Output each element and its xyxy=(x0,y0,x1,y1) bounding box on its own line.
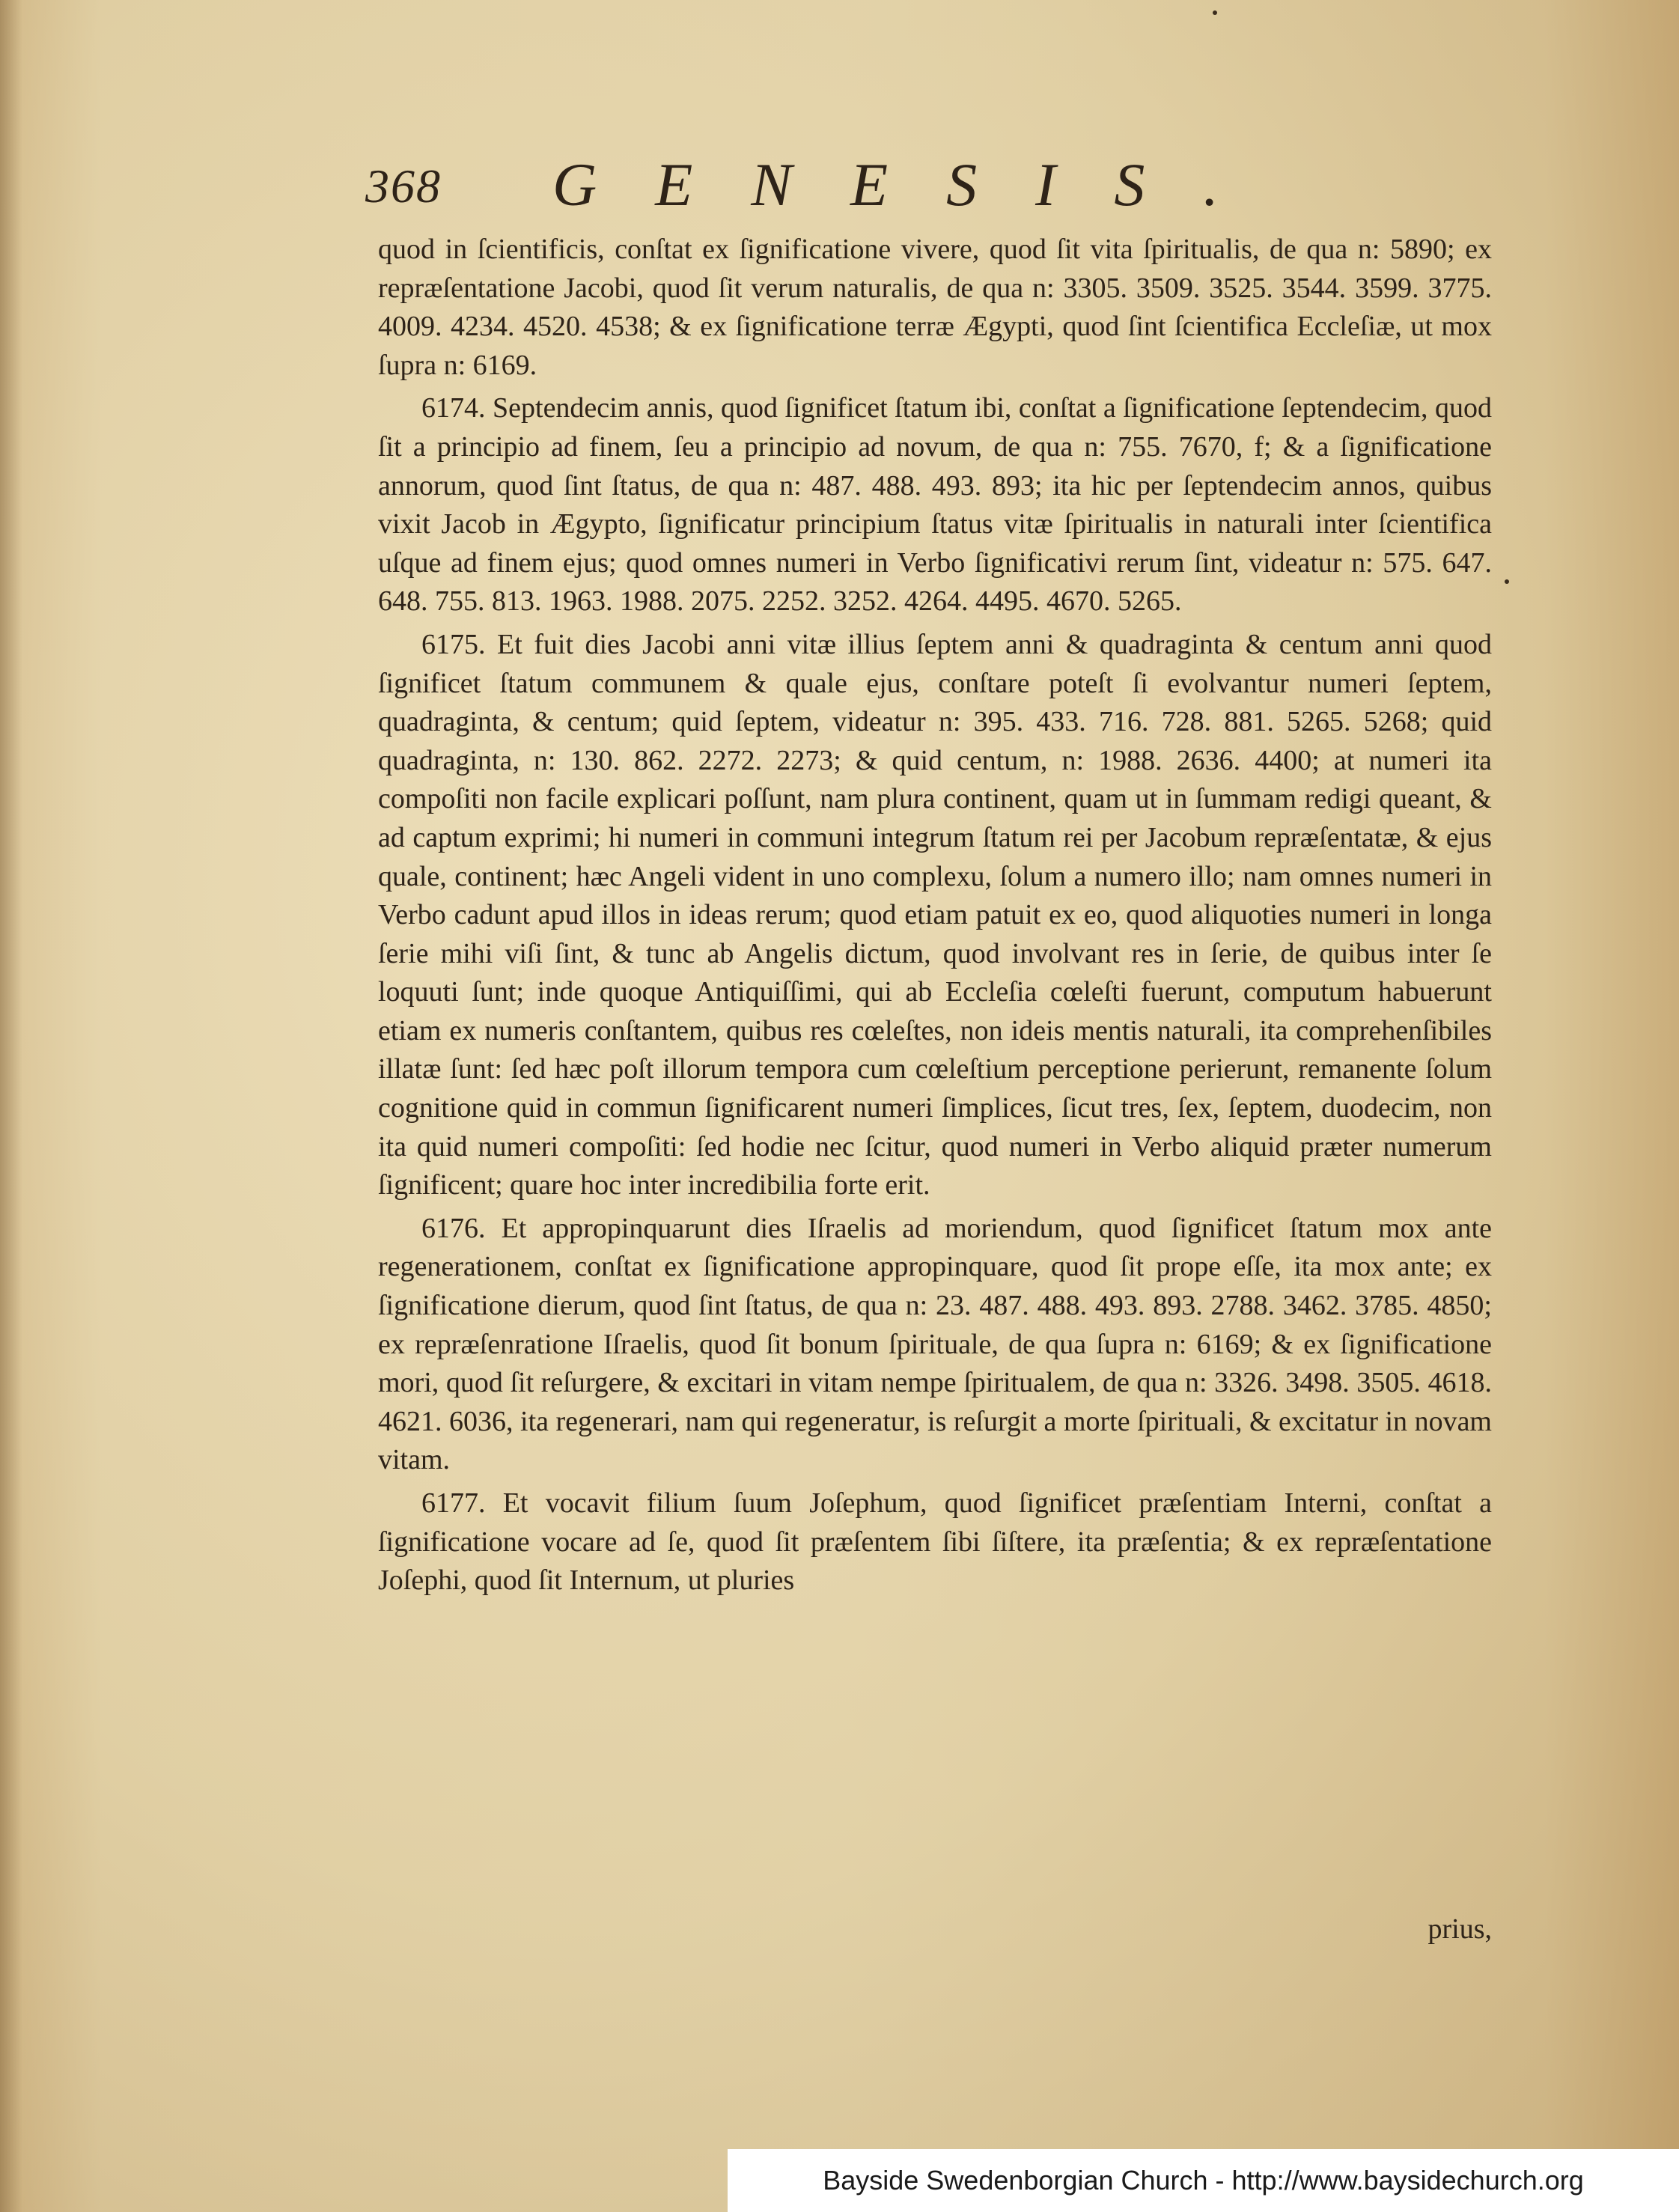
page-gutter-shadow xyxy=(0,0,22,2212)
paragraph-6175: 6175. Et fuit dies Jacobi anni vitæ illius ſeptem anni & quadraginta & centum anni quod ſignificet ſtatum communem & quale ejus, conſtare poteſt ſi evolvantur numeri ſeptem, quadraginta, & centum; quid ſeptem, videatur n: 395. 433. 716. 728. 881. 5265. 5268; quid quadraginta, n: 130. 862. 2272. 2273; & quid centum, n: 1988. 2636. 4400; at numeri ita compoſiti non facile explicari poſſunt, nam plura continent, quam ut in ſummam redigi queant, & ad captum exprimi; hi numeri in communi integrum ſtatum rei per Jacobum repræſentatæ, & ejus quale, continent; hæc Angeli vident in uno complexu, ſolum a numero illo; nam omnes numeri in Verbo cadunt apud illos in ideas rerum; quod etiam patuit ex eo, quod aliquoties numeri in longa ſerie mihi viſi ſint, & tunc ab Angelis dictum, quod involvant res in ſerie, de quibus inter ſe loquuti ſunt; inde quoque Antiquiſſimi, qui ab Eccleſia cœleſti fuerunt, computum habuerunt etiam ex numeris conſtantem, quibus res cœleſtes, non ideis mentis naturali, ita comprehenſibiles illatæ ſunt: ſed hæc poſt illorum tempora cum cœleſtium perceptione perierunt, remanente ſolum cognitione quid in commun ſignificarent numeri ſimplices, ſicut tres, ſex, ſeptem, duodecim, non ita quid numeri compoſiti: ſed hodie nec ſcitur, quod numeri in Verbo aliquid præter numerum ſignificent; quare hoc inter incredibilia forte erit. xyxy=(378,628,1492,1201)
page-number: 368 xyxy=(365,159,442,213)
ink-speck xyxy=(1505,579,1509,584)
footer-credit: Bayside Swedenborgian Church - http://www.baysidechurch.org xyxy=(823,2165,1584,2196)
body-text xyxy=(378,231,1492,1600)
paragraph-6176: 6176. Et appropinquarunt dies Iſraelis ad moriendum, quod ſignificet ſtatum mox ante regenerationem, conſtat ex ſignificatione appropinquare, quod ſit prope eſſe, ita mox ante; ex ſignificatione dierum, quod ſint ſtatus, de qua n: 23. 487. 488. 493. 893. 2788. 3462. 3785. 4850; ex repræſenratione Iſraelis, quod ſit bonum ſpirituale, de qua ſupra n: 6169; & ex ſignificatione mori, quod ſit reſurgere, & excitari in vitam nempe ſpiritualem, de qua n: 3326. 3498. 3505. 4618. 4621. 6036, ita regenerari, nam qui regeneratur, is reſurgit a morte ſpirituali, & excitatur in novam vitam. xyxy=(378,1212,1492,1476)
page-header xyxy=(365,150,1293,232)
catchword: prius, xyxy=(1427,1913,1492,1945)
paragraph-continuation: quod in ſcientificis, conſtat ex ſignificatione vivere, quod ſit vita ſpiritualis, de qua n: 5890; ex repræſentatione Jacobi, quod ſit verum naturalis, de qua n: 3305. 3509. 3525. 3544. 3599. 3775. 4009. 4234. 4520. 4538; & ex ſignificatione terræ Ægypti, quod ſint ſcientifica Eccleſiæ, ut mox ſupra n: 6169. xyxy=(378,234,1492,381)
paragraph-6174: 6174. Septendecim annis, quod ſignificet ſtatum ibi, conſtat a ſignificatione ſeptendecim, quod ſit a principio ad finem, ſeu a principio ad novum, de qua n: 755. 7670, f; & a ſignificatione annorum, quod ſint ſtatus, de qua n: 487. 488. 493. 893; ita hic per ſeptendecim annos, quibus vixit Jacob in Ægypto, ſignificatur principium ſtatus vitæ ſpiritualis in naturali inter ſcientifica uſque ad finem ejus; quod omnes numeri in Verbo ſignificativi rerum ſint, videatur n: 575. 647. 648. 755. 813. 1963. 1988. 2075. 2252. 3252. 4264. 4495. 4670. 5265. xyxy=(378,392,1492,618)
running-head: GENESIS. xyxy=(552,150,1277,219)
ink-speck xyxy=(1213,10,1217,15)
paragraph-6177: 6177. Et vocavit filium ſuum Joſephum, quod ſignificet præſentiam Interni, conſtat a ſignificatione vocare ad ſe, quod ſit præſentem ſibi ſiſtere, ita præſentia; & ex repræſentatione Joſephi, quod ſit Internum, ut pluries xyxy=(378,1487,1492,1597)
watermark-footer xyxy=(728,2149,1679,2212)
